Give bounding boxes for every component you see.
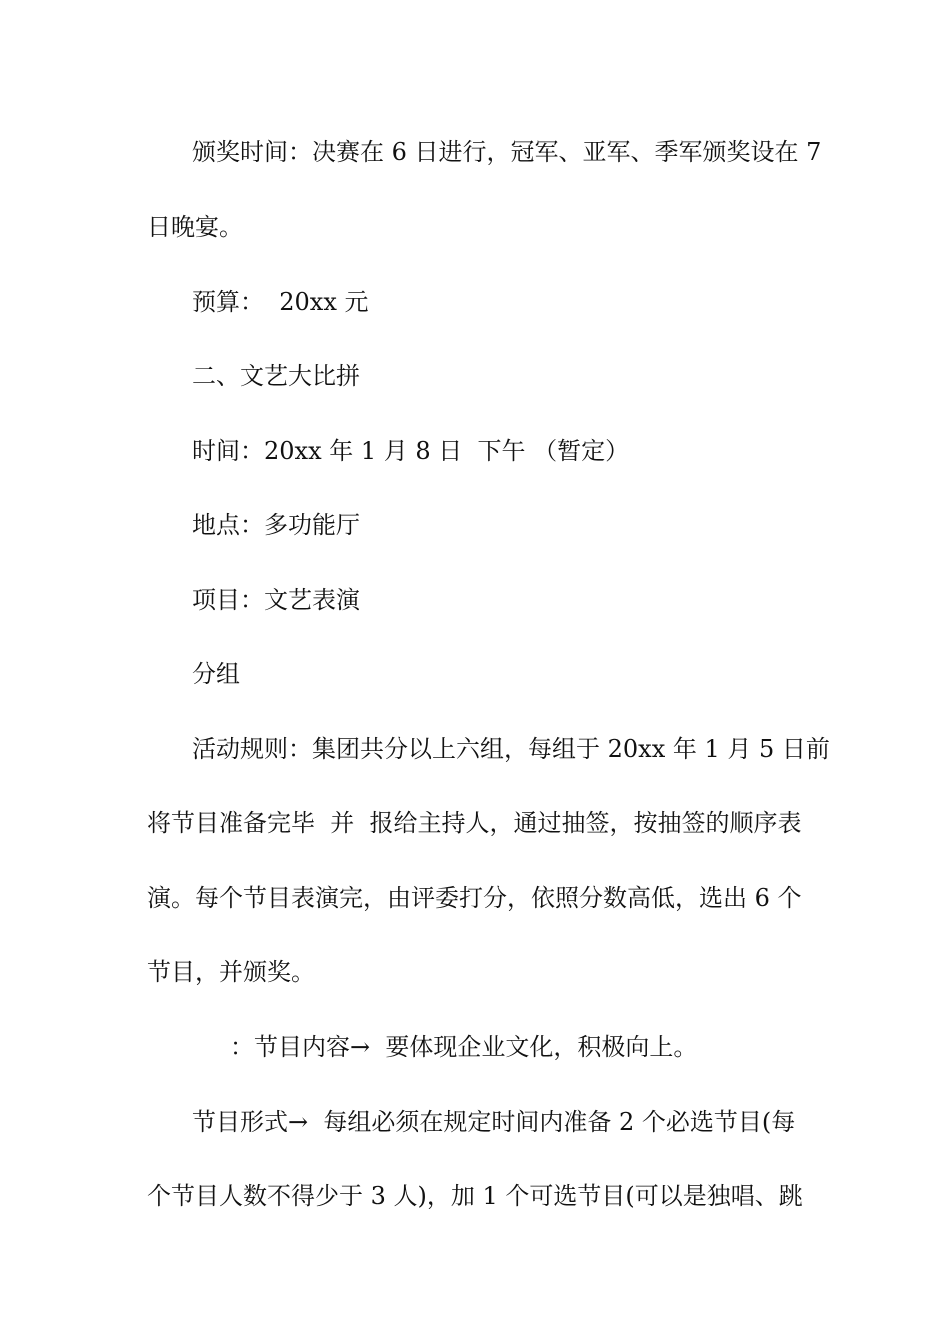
paragraph-grouping: 分组 (192, 660, 240, 688)
paragraph-program-content: ：节目内容→ 要体现企业文化，积极向上。 (230, 1033, 698, 1061)
paragraph-program-form-line1: 节目形式→ 每组必须在规定时间内准备 2 个必选节目(每 (192, 1108, 796, 1136)
paragraph-time: 时间：20xx 年 1 月 8 日 下午 （暂定） (192, 437, 630, 465)
paragraph-rules-line3: 演。每个节目表演完，由评委打分，依照分数高低，选出 6 个 (147, 884, 802, 912)
paragraph-award-time-line1: 颁奖时间：决赛在 6 日进行，冠军、亚军、季军颁奖设在 7 (192, 138, 822, 166)
paragraph-rules-line2: 将节目准备完毕 并 报给主持人，通过抽签，按抽签的顺序表 (147, 809, 802, 837)
section-heading-arts-competition: 二、文艺大比拼 (192, 362, 360, 390)
paragraph-location: 地点：多功能厅 (192, 511, 360, 539)
paragraph-rules-line4: 节目，并颁奖。 (147, 958, 315, 986)
paragraph-award-time-line2: 日晚宴。 (147, 213, 243, 241)
paragraph-budget: 预算： 20xx 元 (192, 288, 369, 316)
paragraph-rules-line1: 活动规则：集团共分以上六组，每组于 20xx 年 1 月 5 日前 (192, 735, 830, 763)
paragraph-program: 项目：文艺表演 (192, 586, 360, 614)
paragraph-program-form-line2: 个节目人数不得少于 3 人)，加 1 个可选节目(可以是独唱、跳 (147, 1182, 803, 1210)
